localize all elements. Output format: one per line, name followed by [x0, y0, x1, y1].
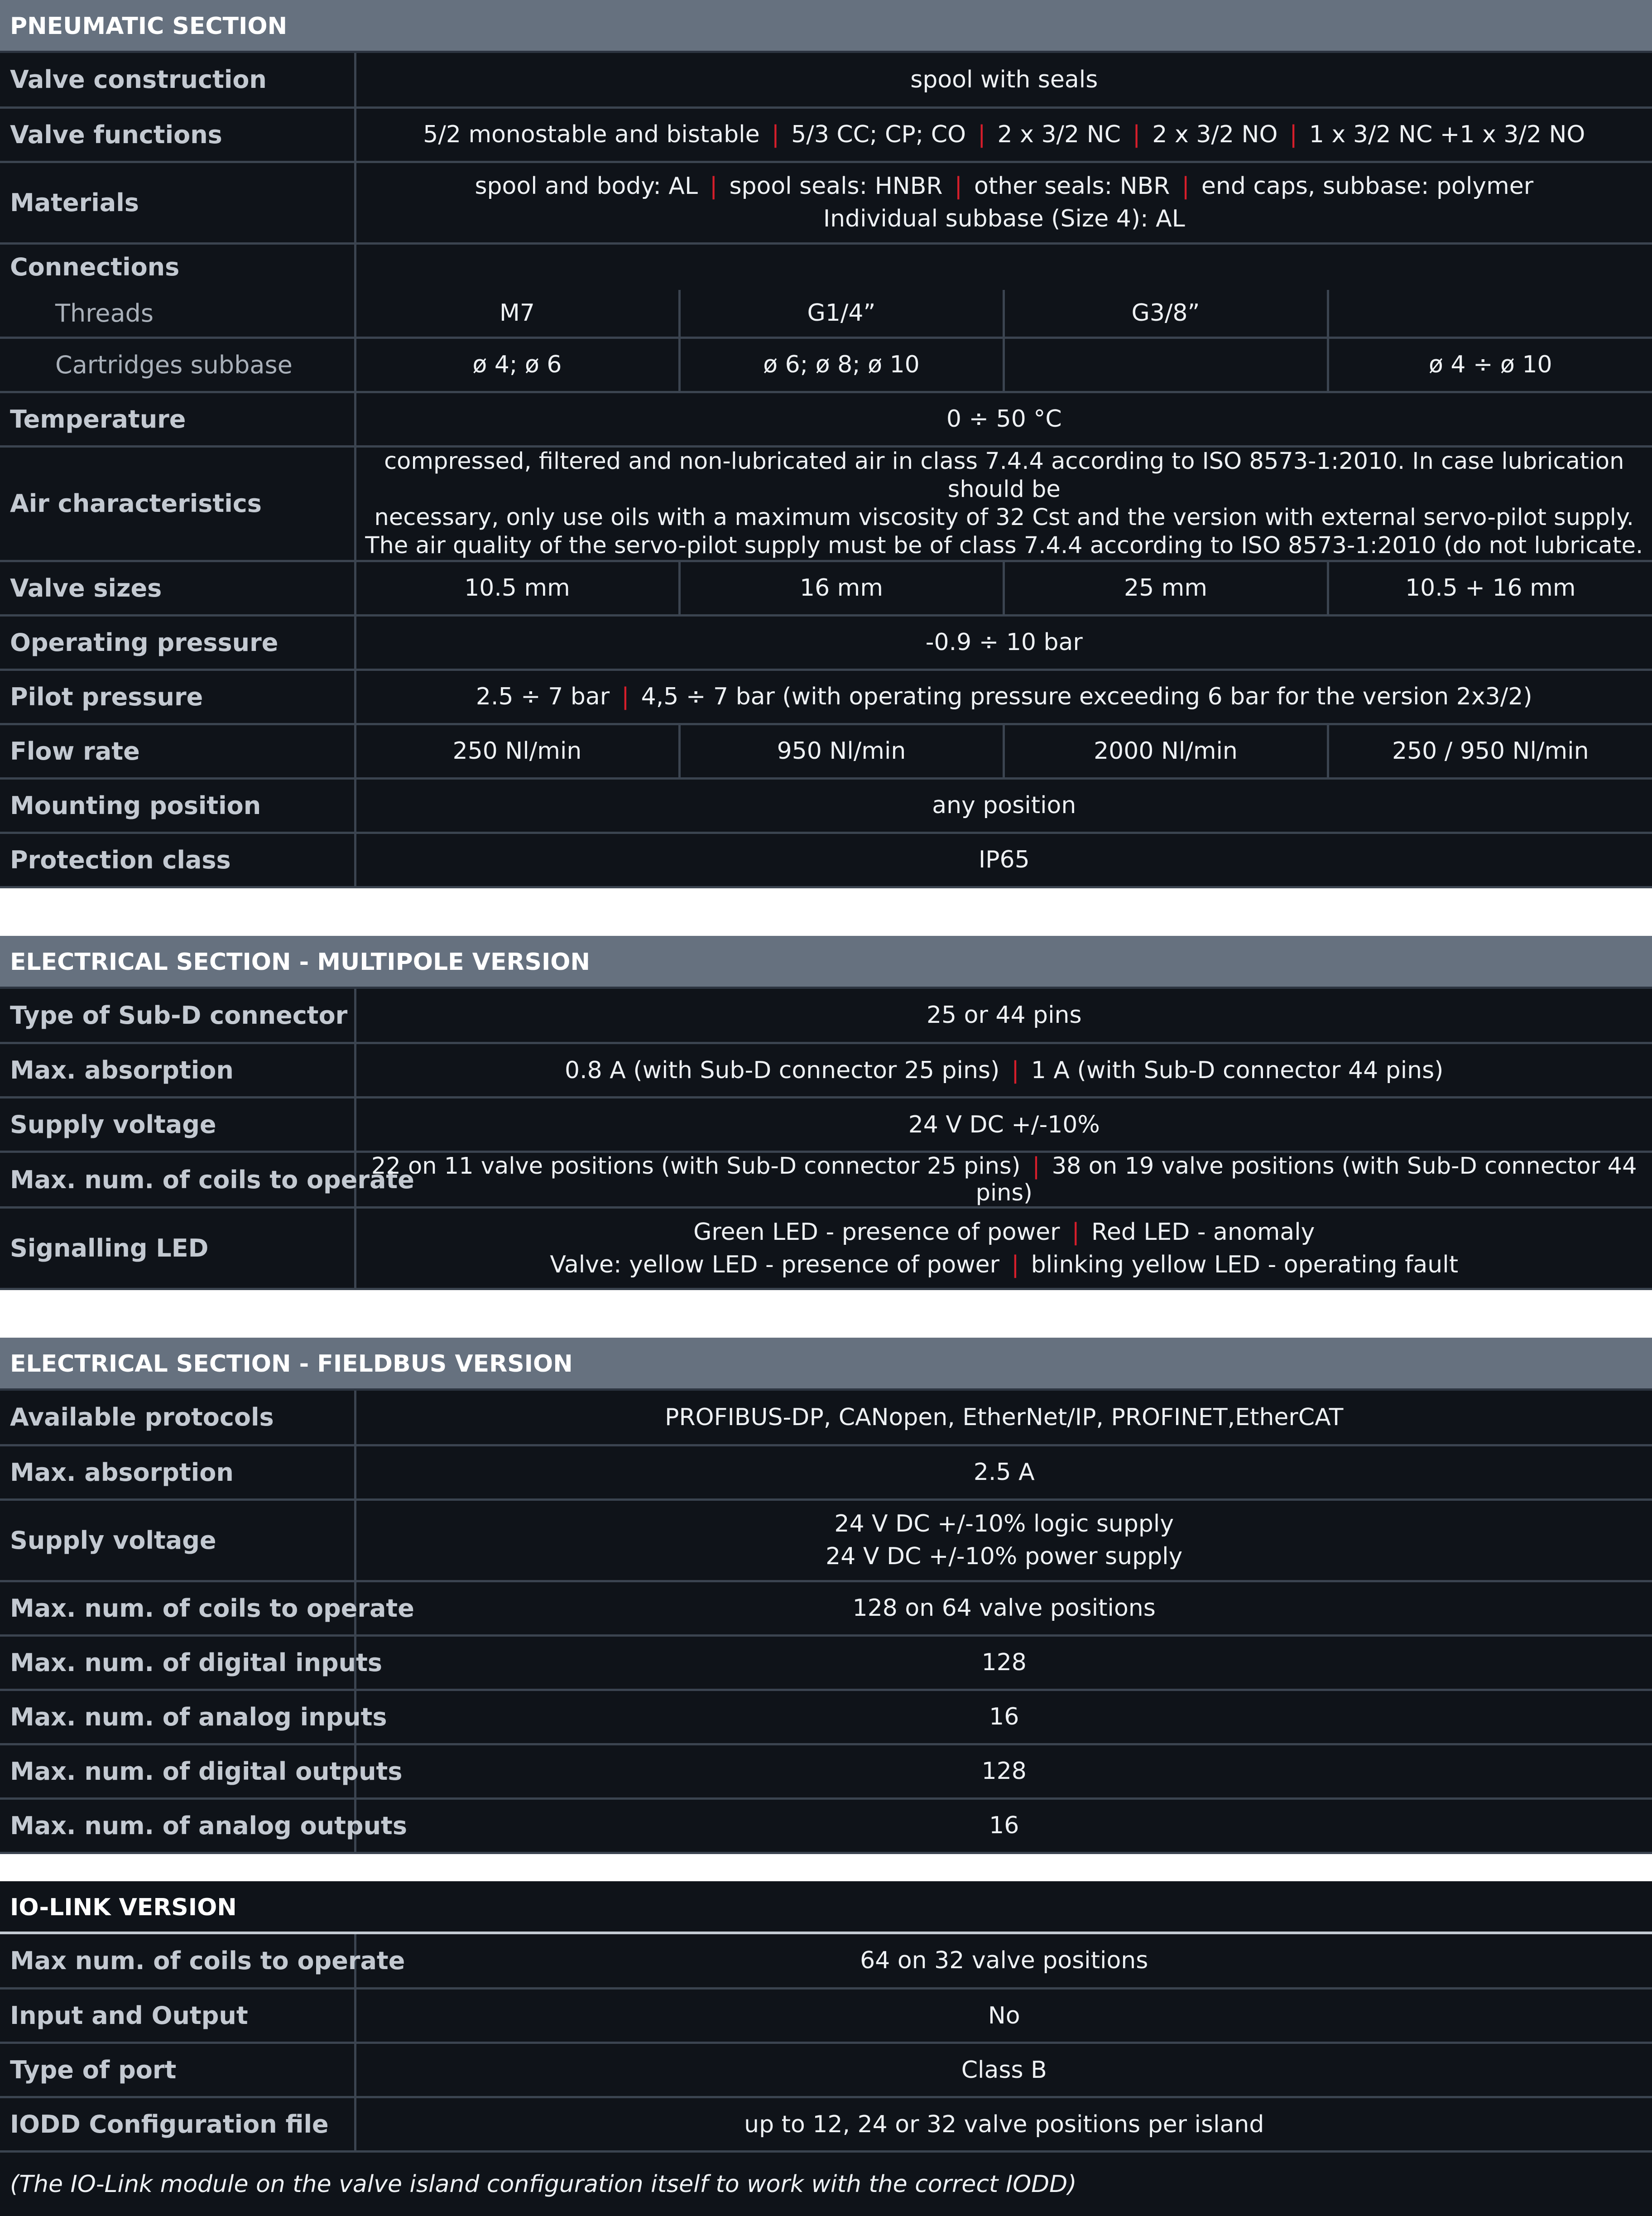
row-label: Operating pressure — [0, 615, 355, 670]
value-part: 1 A (with Sub-D connector 44 pins) — [1031, 1057, 1444, 1084]
row-label: Max num. of coils to operate — [0, 1934, 355, 1989]
row-value: any position — [355, 778, 1652, 833]
value-part: 4,5 ÷ 7 bar (with operating pressure exceeding 6 bar for the version 2x3/2) — [641, 683, 1532, 710]
table-row — [0, 107, 1652, 162]
table-row — [0, 243, 1652, 290]
cell: 16 mm — [679, 561, 1004, 615]
iolink-section — [0, 1881, 1652, 2216]
row-label: Supply voltage — [0, 1098, 355, 1152]
section-gap — [0, 888, 1652, 936]
value-line: necessary, only use oils with a maximum viscosity of 32 Cst and the version with external servo-pilot supply. — [363, 504, 1646, 532]
row-value: 2.5 A — [355, 1445, 1652, 1499]
value-part: Valve: yellow LED - presence of power — [550, 1251, 999, 1278]
row-label: Available protocols — [0, 1391, 355, 1445]
multipole-section — [0, 936, 1652, 1291]
value-part: 5/2 monostable and bistable — [423, 121, 759, 148]
section-gap — [0, 1854, 1652, 1881]
fieldbus-section — [0, 1338, 1652, 1854]
row-label: Max. num. of digital outputs — [0, 1744, 355, 1798]
separator-mark: | — [698, 173, 730, 200]
multipole-table — [0, 989, 1652, 1291]
row-value — [355, 107, 1652, 162]
row-value — [355, 243, 1652, 290]
cell: G3/8” — [1004, 290, 1328, 337]
table-row — [0, 1152, 1652, 1208]
table-row — [0, 162, 1652, 243]
row-label: Supply voltage — [0, 1499, 355, 1581]
row-label: Max. num. of digital inputs — [0, 1635, 355, 1690]
table-row — [0, 670, 1652, 724]
iolink-section-title: IO-LINK VERSION — [0, 1881, 1652, 1934]
row-value: 16 — [355, 1798, 1652, 1853]
table-row — [0, 2043, 1652, 2097]
value-part: Red LED - anomaly — [1091, 1219, 1315, 1246]
row-label: Connections — [0, 243, 355, 290]
table-row — [0, 1798, 1652, 1853]
table-row — [0, 1208, 1652, 1289]
value-part: other seals: NBR — [974, 173, 1170, 200]
table-row — [0, 1690, 1652, 1744]
row-label: Valve functions — [0, 107, 355, 162]
cell — [1328, 290, 1652, 337]
value-part: 0.8 A (with Sub-D connector 25 pins) — [565, 1057, 999, 1084]
separator-mark: | — [1060, 1219, 1092, 1246]
row-value: up to 12, 24 or 32 valve positions per island — [355, 2097, 1652, 2152]
row-label: Air characteristics — [0, 446, 355, 561]
row-value — [355, 1043, 1652, 1098]
table-row — [0, 1043, 1652, 1098]
value-line: 24 V DC +/-10% logic supply — [363, 1508, 1646, 1540]
row-label: Signalling LED — [0, 1208, 355, 1289]
table-row — [0, 724, 1652, 778]
row-label: Max. num. of coils to operate — [0, 1581, 355, 1635]
row-value: 16 — [355, 1690, 1652, 1744]
row-value — [355, 670, 1652, 724]
separator-mark: | — [1170, 173, 1201, 200]
cell — [1004, 337, 1328, 392]
value-part: end caps, subbase: polymer — [1201, 173, 1533, 200]
value-part: 2 x 3/2 NO — [1152, 121, 1277, 148]
table-row — [0, 833, 1652, 887]
table-row — [0, 53, 1652, 107]
table-row — [0, 2097, 1652, 2152]
cell: 10.5 + 16 mm — [1328, 561, 1652, 615]
value-line: 24 V DC +/-10% power supply — [363, 1540, 1646, 1573]
row-label: Threads — [0, 290, 355, 337]
row-label: Flow rate — [0, 724, 355, 778]
separator-mark: | — [943, 173, 975, 200]
table-row — [0, 989, 1652, 1043]
row-label: Type of port — [0, 2043, 355, 2097]
cell: 2000 Nl/min — [1004, 724, 1328, 778]
row-value: -0.9 ÷ 10 bar — [355, 615, 1652, 670]
value-part: 2.5 ÷ 7 bar — [476, 683, 610, 710]
separator-mark: | — [999, 1251, 1031, 1278]
value-part: Green LED - presence of power — [693, 1219, 1060, 1246]
row-label: Max. num. of analog outputs — [0, 1798, 355, 1853]
value-line: Individual subbase (Size 4): AL — [363, 202, 1646, 235]
separator-mark: | — [760, 121, 792, 148]
row-value: 24 V DC +/-10% — [355, 1098, 1652, 1152]
table-row — [0, 446, 1652, 561]
table-row — [0, 392, 1652, 446]
multipole-section-title: ELECTRICAL SECTION - MULTIPOLE VERSION — [0, 936, 1652, 989]
table-row — [0, 290, 1652, 337]
table-row — [0, 1581, 1652, 1635]
row-label: Pilot pressure — [0, 670, 355, 724]
row-value: IP65 — [355, 833, 1652, 887]
cell: ø 4 ÷ ø 10 — [1328, 337, 1652, 392]
row-value: Class B — [355, 2043, 1652, 2097]
separator-mark: | — [1020, 1153, 1052, 1180]
row-value — [355, 162, 1652, 243]
separator-mark: | — [999, 1057, 1031, 1084]
fieldbus-table — [0, 1391, 1652, 1854]
row-label: Valve construction — [0, 53, 355, 107]
value-line: The air quality of the servo-pilot supply must be of class 7.4.4 according to ISO 8573-1:2010 (do not lubricate. — [363, 532, 1646, 560]
separator-mark: | — [610, 683, 641, 710]
row-value — [355, 446, 1652, 561]
row-value — [355, 1208, 1652, 1289]
row-value: No — [355, 1989, 1652, 2043]
table-row — [0, 1744, 1652, 1798]
cell: 250 / 950 Nl/min — [1328, 724, 1652, 778]
cell: M7 — [355, 290, 679, 337]
row-label: Temperature — [0, 392, 355, 446]
iolink-table — [0, 1934, 1652, 2153]
table-row — [0, 1445, 1652, 1499]
pneumatic-section-title: PNEUMATIC SECTION — [0, 0, 1652, 53]
value-part: 2 x 3/2 NC — [998, 121, 1121, 148]
table-row — [0, 1635, 1652, 1690]
value-line: compressed, filtered and non-lubricated air in class 7.4.4 according to ISO 8573-1:2010. In case lubrication should be — [363, 448, 1646, 504]
cell: ø 6; ø 8; ø 10 — [679, 337, 1004, 392]
row-label: Protection class — [0, 833, 355, 887]
value-part: spool and body: AL — [475, 173, 697, 200]
separator-mark: | — [1121, 121, 1153, 148]
row-label: Input and Output — [0, 1989, 355, 2043]
row-value: 0 ÷ 50 °C — [355, 392, 1652, 446]
table-row — [0, 1391, 1652, 1445]
row-value: 64 on 32 valve positions — [355, 1934, 1652, 1989]
row-label: Cartridges subbase — [0, 337, 355, 392]
pneumatic-table — [0, 53, 1652, 888]
table-row — [0, 1499, 1652, 1581]
row-label: Valve sizes — [0, 561, 355, 615]
row-label: Max. absorption — [0, 1043, 355, 1098]
value-part: 22 on 11 valve positions (with Sub-D connector 25 pins) — [371, 1153, 1021, 1180]
row-label: Type of Sub-D connector — [0, 989, 355, 1043]
row-value: 128 — [355, 1744, 1652, 1798]
row-label: Max. num. of analog inputs — [0, 1690, 355, 1744]
cell: 950 Nl/min — [679, 724, 1004, 778]
table-row — [0, 1098, 1652, 1152]
row-value: spool with seals — [355, 53, 1652, 107]
separator-mark: | — [966, 121, 998, 148]
value-part: 38 on 19 valve positions (with Sub-D connector 44 pins) — [976, 1153, 1637, 1206]
row-value: 128 — [355, 1635, 1652, 1690]
table-row — [0, 615, 1652, 670]
row-value — [355, 1152, 1652, 1208]
separator-mark: | — [1277, 121, 1309, 148]
row-label: Materials — [0, 162, 355, 243]
cell: ø 4; ø 6 — [355, 337, 679, 392]
table-row — [0, 561, 1652, 615]
value-part: blinking yellow LED - operating fault — [1031, 1251, 1459, 1278]
row-value: 25 or 44 pins — [355, 989, 1652, 1043]
cell: G1/4” — [679, 290, 1004, 337]
row-value: 128 on 64 valve positions — [355, 1581, 1652, 1635]
cell: 250 Nl/min — [355, 724, 679, 778]
cell: 10.5 mm — [355, 561, 679, 615]
row-value: PROFIBUS-DP, CANopen, EtherNet/IP, PROFINET,EtherCAT — [355, 1391, 1652, 1445]
fieldbus-section-title: ELECTRICAL SECTION - FIELDBUS VERSION — [0, 1338, 1652, 1391]
iolink-footnote: (The IO-Link module on the valve island configuration itself to work with the correct IODD) — [0, 2153, 1652, 2216]
value-part: 1 x 3/2 NC +1 x 3/2 NO — [1309, 121, 1585, 148]
section-gap — [0, 1290, 1652, 1338]
table-row — [0, 337, 1652, 392]
row-label: IODD Configuration file — [0, 2097, 355, 2152]
pneumatic-section — [0, 0, 1652, 888]
value-part: spool seals: HNBR — [729, 173, 942, 200]
row-label: Max. num. of coils to operate — [0, 1152, 355, 1208]
table-row — [0, 1934, 1652, 1989]
value-part: 5/3 CC; CP; CO — [791, 121, 966, 148]
table-row — [0, 1989, 1652, 2043]
cell: 25 mm — [1004, 561, 1328, 615]
row-label: Mounting position — [0, 778, 355, 833]
row-label: Max. absorption — [0, 1445, 355, 1499]
row-value — [355, 1499, 1652, 1581]
table-row — [0, 778, 1652, 833]
